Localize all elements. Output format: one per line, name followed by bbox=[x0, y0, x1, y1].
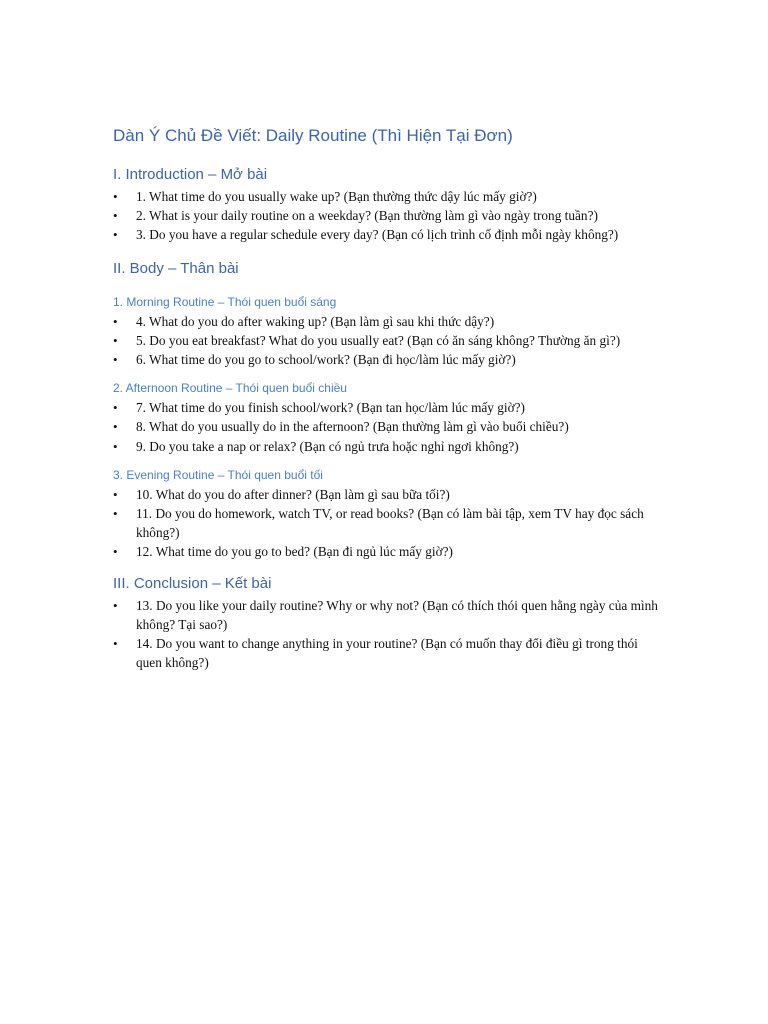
list-item bbox=[113, 504, 658, 542]
list-item-text: 13. Do you like your daily routine? Why or why not? (Bạn có thích thói quen hằng ngày của mình không? Tại sao?) bbox=[136, 597, 658, 632]
bullet-icon: • bbox=[113, 419, 118, 435]
list-item-text: 8. What do you usually do in the afternoon? (Bạn thường làm gì vào buổi chiều?) bbox=[136, 419, 569, 435]
list-item bbox=[113, 437, 658, 456]
bullet-icon: • bbox=[113, 438, 118, 454]
bullet-icon: • bbox=[113, 400, 118, 416]
bullet-icon: • bbox=[113, 486, 118, 502]
list-item bbox=[113, 417, 658, 436]
list-item-text: 14. Do you want to change anything in your routine? (Bạn có muốn thay đổi điều gì trong thói quen không?) bbox=[136, 636, 638, 671]
list-item-text: 6. What time do you go to school/work? (Bạn đi học/làm lúc mấy giờ?) bbox=[136, 352, 516, 368]
evening-heading: 3. Evening Routine – Thói quen buổi tối bbox=[113, 467, 323, 482]
list-item-text: 7. What time do you finish school/work? (Bạn tan học/làm lúc mấy giờ?) bbox=[136, 400, 525, 416]
evening-list bbox=[113, 485, 658, 562]
introduction-list bbox=[113, 187, 658, 245]
list-item bbox=[113, 634, 658, 672]
bullet-icon: • bbox=[113, 597, 118, 613]
bullet-icon: • bbox=[113, 544, 118, 560]
conclusion-heading: III. Conclusion – Kết bài bbox=[113, 574, 272, 592]
list-item bbox=[113, 596, 658, 634]
list-item bbox=[113, 485, 658, 504]
bullet-icon: • bbox=[113, 506, 118, 522]
afternoon-list bbox=[113, 398, 658, 456]
list-item-text: 2. What is your daily routine on a weekday? (Bạn thường làm gì vào ngày trong tuần?) bbox=[136, 208, 598, 224]
bullet-icon: • bbox=[113, 352, 118, 368]
list-item-text: 11. Do you do homework, watch TV, or read books? (Bạn có làm bài tập, xem TV hay đọc sách không?) bbox=[136, 506, 644, 541]
bullet-icon: • bbox=[113, 332, 118, 348]
list-item bbox=[113, 398, 658, 417]
bullet-icon: • bbox=[113, 208, 118, 224]
bullet-icon: • bbox=[113, 189, 118, 204]
list-item bbox=[113, 331, 658, 350]
list-item-text: 4. What do you do after waking up? (Bạn làm gì sau khi thức dậy?) bbox=[136, 313, 495, 329]
list-item bbox=[113, 225, 658, 244]
list-item-text: 9. Do you take a nap or relax? (Bạn có ngủ trưa hoặc nghỉ ngơi không?) bbox=[136, 438, 519, 454]
morning-list bbox=[113, 312, 658, 370]
introduction-heading: I. Introduction – Mở bài bbox=[113, 166, 268, 183]
list-item bbox=[113, 350, 658, 369]
list-item bbox=[113, 187, 658, 206]
conclusion-list bbox=[113, 596, 658, 673]
list-item bbox=[113, 206, 658, 225]
bullet-icon: • bbox=[113, 636, 118, 652]
list-item-text: 10. What do you do after dinner? (Bạn làm gì sau bữa tối?) bbox=[136, 486, 450, 502]
afternoon-heading: 2. Afternoon Routine – Thói quen buổi chiều bbox=[113, 381, 347, 396]
list-item bbox=[113, 542, 658, 561]
list-item-text: 3. Do you have a regular schedule every day? (Bạn có lịch trình cố định mỗi ngày không?) bbox=[136, 227, 619, 243]
document-content bbox=[113, 124, 658, 672]
list-item bbox=[113, 312, 658, 331]
body-heading: II. Body – Thân bài bbox=[113, 259, 239, 277]
morning-heading: 1. Morning Routine – Thói quen buổi sáng bbox=[113, 294, 337, 309]
document-title: Dàn Ý Chủ Đề Viết: Daily Routine (Thì Hiện Tại Đơn) bbox=[113, 126, 513, 145]
bullet-icon: • bbox=[113, 313, 118, 329]
list-item-text: 12. What time do you go to bed? (Bạn đi ngủ lúc mấy giờ?) bbox=[136, 544, 453, 560]
list-item-text: 1. What time do you usually wake up? (Bạn thường thức dậy lúc mấy giờ?) bbox=[136, 189, 537, 204]
list-item-text: 5. Do you eat breakfast? What do you usually eat? (Bạn có ăn sáng không? Thường ăn gì?) bbox=[136, 332, 621, 348]
bullet-icon: • bbox=[113, 227, 118, 243]
